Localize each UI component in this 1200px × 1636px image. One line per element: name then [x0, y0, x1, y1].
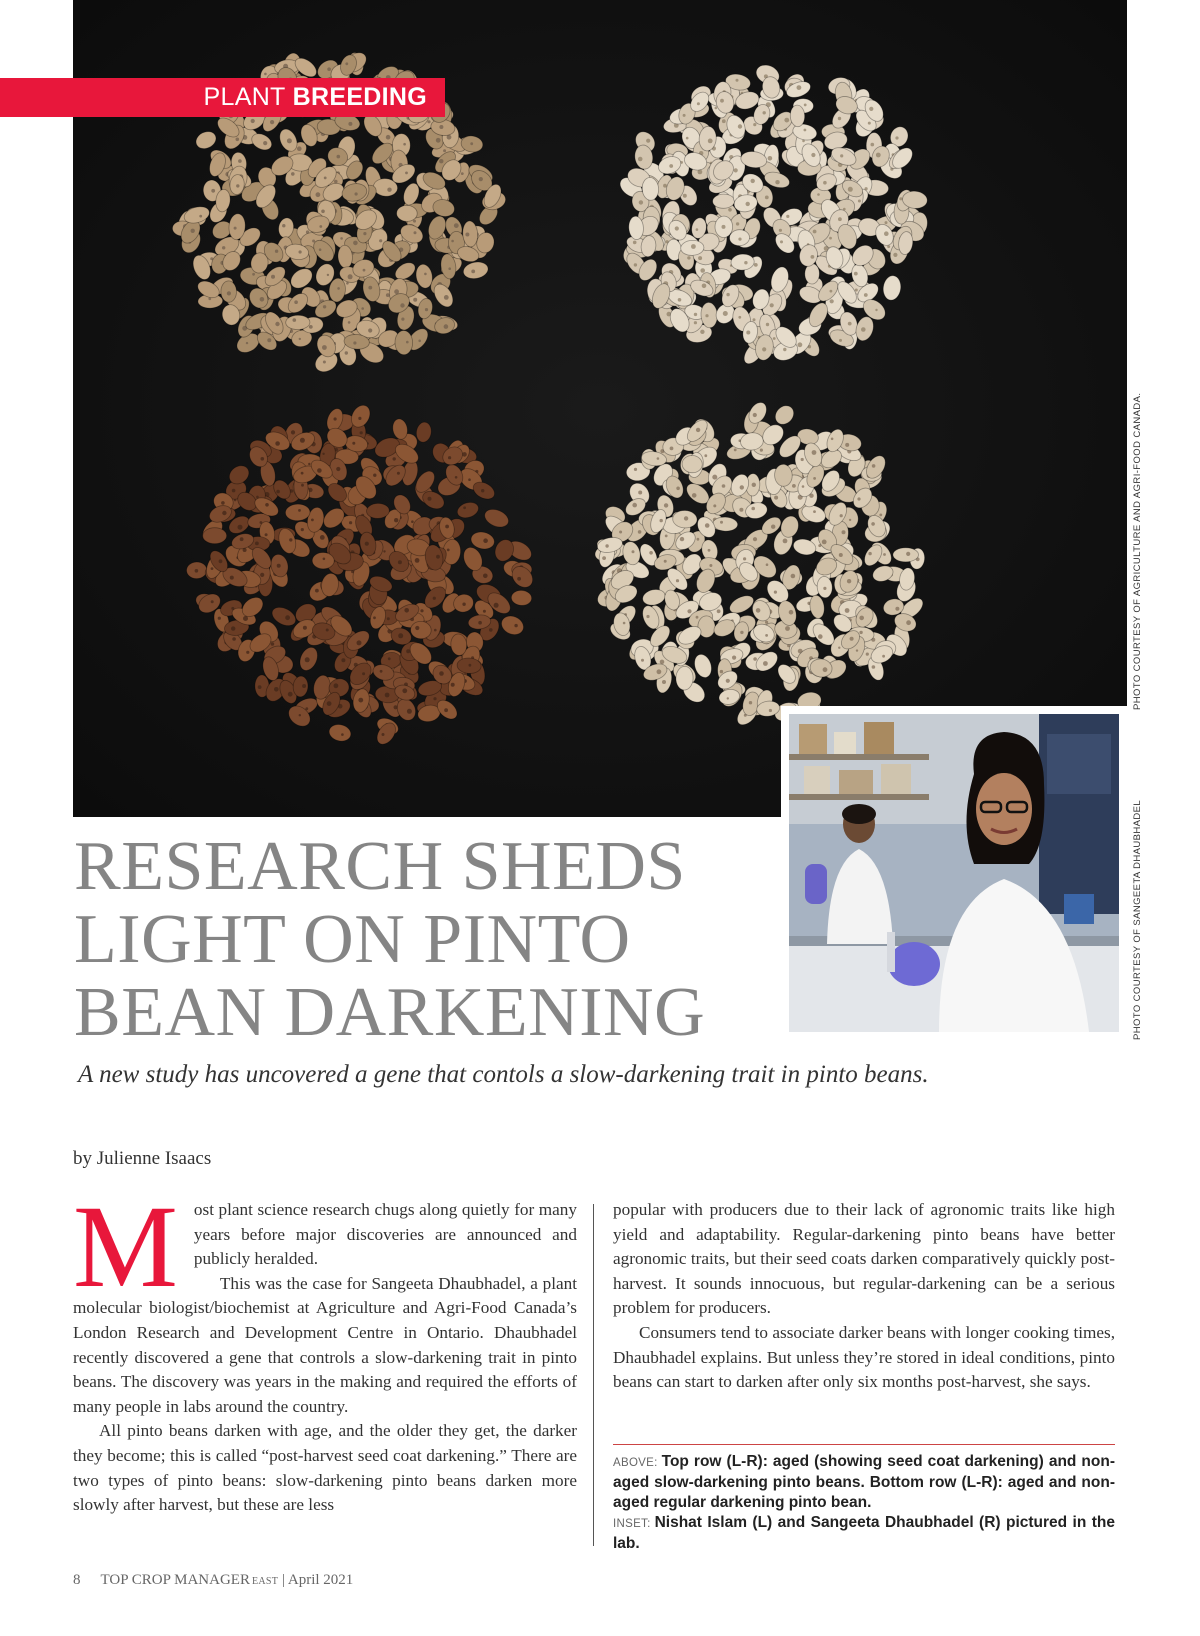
paragraph-1: [73, 1181, 577, 1312]
caption-inset: [613, 1513, 1115, 1554]
headline-line-2: LIGHT ON PINTO: [74, 901, 631, 978]
section-tag-bold: BREEDING: [292, 83, 427, 111]
magazine-edition: EAST: [251, 1576, 279, 1587]
body-column-2: [613, 1198, 1115, 1395]
paragraph-2: This was the case for Sangeeta Dhaubhadel, a plant molecular biologist/biochemist at Agriculture and Agri-Food Canada’s London Research and Development Centre in Ontario. Dhaubhadel recently discovered a gene that controls a slow-darkening trait in pinto beans. The discovery was years in the making and required the efforts of many people in labs around the country.: [73, 1273, 577, 1416]
inset-photo: [781, 706, 1127, 1040]
section-tag-light: PLANT: [203, 83, 286, 111]
caption-above-text: Top row (L-R): aged (showing seed coat darkening) and non-aged slow-darkening pinto beans. Bottom row (L-R): aged and non-aged regular darkening pinto bean.: [613, 1453, 1115, 1511]
pinto-bean-piles-image: [73, 0, 1127, 817]
caption-rule: [613, 1444, 1115, 1445]
headline: [74, 830, 774, 1049]
paragraph-5: Consumers tend to associate darker beans with longer cooking times, Dhaubhadel explains. But unless they’re stored in ideal conditions, pinto beans can start to darken after only six months post-harvest, she says.: [613, 1322, 1115, 1392]
page-folio: [73, 1572, 353, 1589]
lab-researchers-image: [789, 714, 1119, 1032]
photo-caption: [613, 1452, 1115, 1554]
caption-above-label: ABOVE:: [613, 1457, 658, 1469]
deck-subtitle: A new study has uncovered a gene that contols a slow-darkening trait in pinto beans.: [78, 1061, 929, 1088]
paragraph-4: popular with producers due to their lack of agronomic traits like high yield and adaptability. Regular-darkening pinto beans have better agronomic traits, but their seed coats darken comparatively quickly post-harvest. It sounds innocuous, but regular-darkening can be a serious problem for producers.: [613, 1200, 1115, 1318]
photo-credit-inset: PHOTO COURTESY OF SANGEETA DHAUBHADEL: [1132, 799, 1143, 1040]
folio-separator: |: [281, 1572, 285, 1588]
drop-cap: M: [73, 1181, 178, 1312]
paragraph-1-text: ost plant science research chugs along quietly for many years before major discoveries are announced and publicly heralded.: [193, 1200, 577, 1269]
body-column-1: [73, 1181, 577, 1518]
caption-above: [613, 1452, 1115, 1513]
section-tag: [0, 78, 445, 117]
paragraph-3: All pinto beans darken with age, and the older they get, the darker they become; this is called “post-harvest seed coat darkening.” There are two types of pinto beans: slow-darkening pinto beans darken more slowly after harvest, but these are less: [73, 1421, 577, 1515]
page-number: 8: [73, 1572, 81, 1588]
byline: by Julienne Isaacs: [73, 1148, 212, 1169]
hero-photo: [73, 0, 1127, 817]
headline-line-1: RESEARCH SHEDS: [74, 828, 686, 905]
caption-inset-label: INSET:: [613, 1518, 651, 1530]
column-divider: [593, 1204, 594, 1546]
issue-date: April 2021: [287, 1572, 354, 1588]
photo-credit-main: PHOTO COURTESY OF AGRICULTURE AND AGRI-FOOD CANADA.: [1132, 392, 1143, 710]
magazine-name: TOP CROP MANAGER: [100, 1572, 250, 1588]
headline-line-3: BEAN DARKENING: [74, 974, 706, 1051]
caption-inset-text: Nishat Islam (L) and Sangeeta Dhaubhadel (R) pictured in the lab.: [613, 1514, 1115, 1552]
